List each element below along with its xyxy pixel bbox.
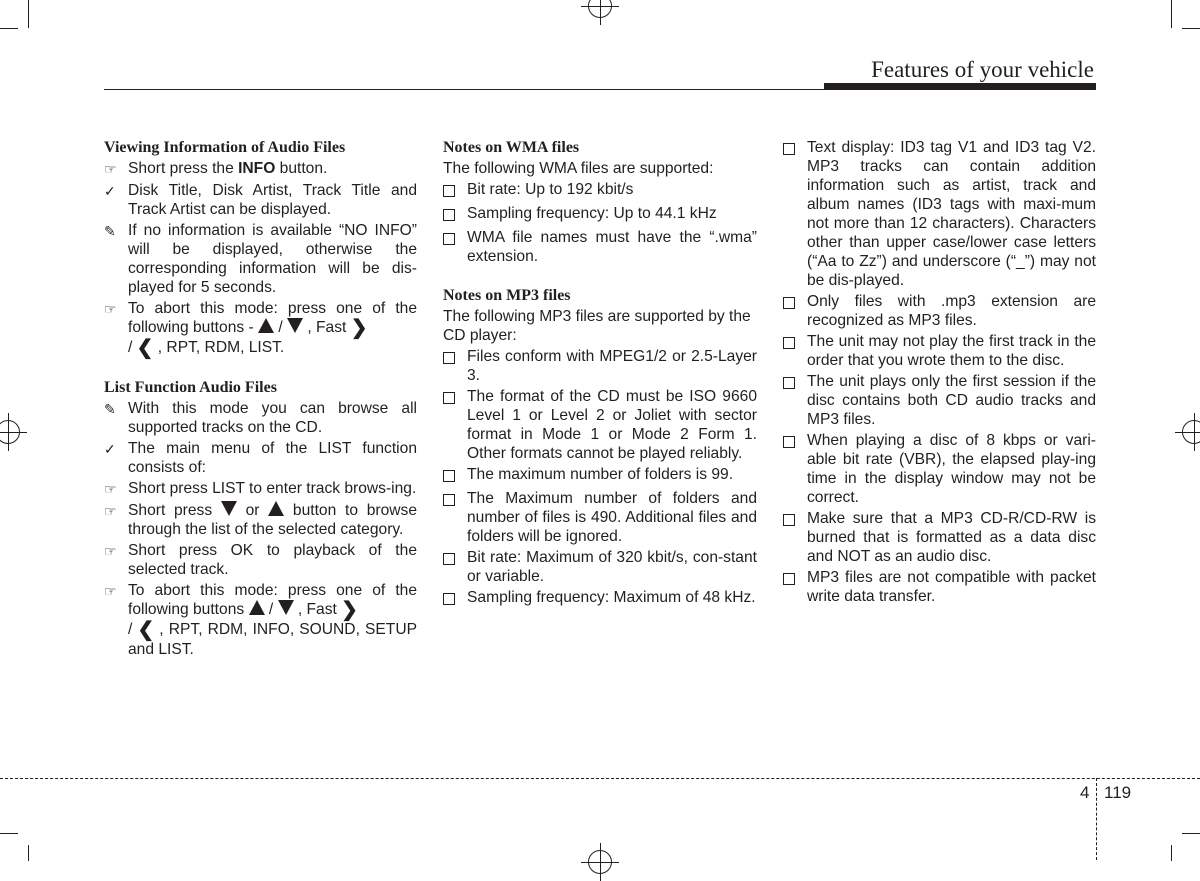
- item-text: Text display: ID3 tag V1 and ID3 tag V2. MP3 tracks can contain addition information such as artist, track and album names (ID3 tags with maxi-mum not more than 12 characters). Characters other than upper case/lower case letters (“Aa to Zz”) and underscore (“_”) may not be dis-played.: [807, 139, 1096, 289]
- item-text: , RPT, RDM, INFO, SOUND, SETUP and LIST.: [128, 621, 417, 658]
- item-text: , RPT, RDM, LIST.: [153, 339, 285, 356]
- crop-mark: [0, 28, 18, 29]
- crop-mark: [28, 845, 29, 861]
- pencil-note-icon: ✎: [104, 223, 116, 239]
- checkbox-bullet-icon: [783, 337, 795, 349]
- item-text: or: [236, 502, 269, 519]
- checkbox-bullet-icon: [783, 514, 795, 526]
- checkbox-bullet-icon: [783, 436, 795, 448]
- list-item: [443, 465, 757, 487]
- list-item: [443, 180, 757, 202]
- crop-mark: [28, 0, 29, 28]
- up-triangle-icon: [258, 318, 274, 333]
- item-text: /: [264, 601, 278, 618]
- list-item: [443, 588, 757, 610]
- crop-mark: [1171, 0, 1172, 28]
- item-text: MP3 files are not compatible with packet write data transfer.: [807, 569, 1096, 605]
- item-text: , Fast: [303, 319, 351, 336]
- list-item: [104, 501, 417, 539]
- pointing-hand-icon: ☞: [104, 543, 117, 559]
- list-item: [104, 439, 417, 477]
- checkbox-bullet-icon: [443, 209, 455, 221]
- chevron-left-icon: ❮: [136, 337, 154, 359]
- registration-mark-icon: [1182, 420, 1200, 444]
- column-1: [104, 138, 417, 661]
- column-2: [443, 138, 757, 612]
- item-text: Make sure that a MP3 CD-R/CD-RW is burned that is formatted as a data disc and NOT as an audio disc.: [807, 510, 1096, 565]
- column-3: [783, 138, 1096, 608]
- checkbox-bullet-icon: [443, 185, 455, 197]
- item-text: Files conform with MPEG1/2 or 2.5-Layer 3.: [467, 348, 757, 384]
- chevron-right-icon: ❯: [350, 317, 368, 339]
- list-item: [104, 299, 417, 358]
- item-text: Short press: [128, 502, 221, 519]
- down-triangle-icon: [278, 600, 294, 615]
- pointing-hand-icon: ☞: [104, 161, 117, 177]
- pointing-hand-icon: ☞: [104, 481, 117, 497]
- section-heading-list-function: List Function Audio Files: [104, 379, 277, 396]
- item-text: The Maximum number of folders and number of files is 490. Additional files and folders will be ignored.: [467, 490, 757, 545]
- up-triangle-icon: [268, 501, 284, 516]
- down-triangle-icon: [221, 501, 237, 516]
- list-item: [104, 581, 417, 659]
- item-text: WMA file names must have the “.wma” extension.: [467, 229, 757, 265]
- item-text: Only files with .mp3 extension are recognized as MP3 files.: [807, 293, 1096, 329]
- pointing-hand-icon: ☞: [104, 583, 117, 599]
- item-text: To abort this mode: press one of the following buttons: [128, 582, 417, 618]
- list-item: [443, 228, 757, 266]
- check-icon: ✓: [104, 441, 116, 457]
- pencil-note-icon: ✎: [104, 401, 116, 417]
- item-text: The format of the CD must be ISO 9660 Level 1 or Level 2 or Joliet with sector format in Mode 1 or Mode 2 Form 1. Other formats cannot be played reliably.: [467, 388, 757, 462]
- item-text: The unit may not play the first track in the order that you wrote them to the disc.: [807, 333, 1096, 369]
- registration-mark-icon: [588, 0, 612, 18]
- chevron-left-icon: ❮: [137, 619, 155, 641]
- list-item: [104, 159, 417, 179]
- checkbox-bullet-icon: [443, 352, 455, 364]
- item-text: To abort this mode: press one of the following buttons -: [128, 300, 417, 336]
- item-text: Sampling frequency: Maximum of 48 kHz.: [467, 589, 756, 606]
- list-item: [104, 221, 417, 297]
- checkbox-bullet-icon: [443, 494, 455, 506]
- info-button-label: INFO: [238, 160, 276, 177]
- down-triangle-icon: [287, 318, 303, 333]
- list-item: [104, 541, 417, 579]
- checkbox-bullet-icon: [443, 553, 455, 565]
- checkbox-bullet-icon: [783, 573, 795, 585]
- checkbox-bullet-icon: [783, 143, 795, 155]
- checkbox-bullet-icon: [783, 377, 795, 389]
- list-item: [443, 387, 757, 463]
- item-text: button.: [275, 160, 328, 177]
- list-item: [104, 399, 417, 437]
- list-item: [443, 489, 757, 546]
- item-text: Bit rate: Maximum of 320 kbit/s, con-stant or variable.: [467, 549, 757, 585]
- section-intro: The following MP3 files are supported by the CD player:: [443, 308, 751, 344]
- chevron-right-icon: ❯: [341, 599, 358, 621]
- section-heading-viewing-info: Viewing Information of Audio Files: [104, 139, 346, 156]
- check-icon: ✓: [104, 183, 116, 199]
- section-intro: The following WMA files are supported:: [443, 160, 714, 177]
- item-text: Short press LIST to enter track brows-ing.: [128, 480, 417, 497]
- crop-mark: [1182, 833, 1200, 834]
- list-item: [783, 292, 1096, 330]
- up-triangle-icon: [249, 600, 265, 615]
- list-item: [443, 548, 757, 586]
- list-item: [104, 181, 417, 219]
- crop-mark: [0, 833, 18, 834]
- item-text: /: [274, 319, 288, 336]
- page-header-title: Features of your vehicle: [871, 57, 1094, 82]
- item-text: /: [128, 621, 138, 638]
- crop-mark: [1182, 28, 1200, 29]
- crop-mark: [1171, 845, 1172, 861]
- list-item: [783, 372, 1096, 429]
- item-text: Sampling frequency: Up to 44.1 kHz: [467, 205, 717, 222]
- pointing-hand-icon: ☞: [104, 301, 117, 317]
- item-text: , Fast: [293, 601, 342, 618]
- item-text: Bit rate: Up to 192 kbit/s: [467, 181, 634, 198]
- list-item: [783, 138, 1096, 290]
- item-text: If no information is available “NO INFO” will be displayed, otherwise the corresponding information will be dis-played for 5 seconds.: [128, 222, 417, 296]
- item-text: Short press OK to playback of the selected track.: [128, 542, 417, 578]
- item-text: The maximum number of folders is 99.: [467, 466, 734, 483]
- checkbox-bullet-icon: [443, 392, 455, 404]
- list-item: [783, 509, 1096, 566]
- page-number: 119: [1104, 783, 1132, 802]
- registration-mark-icon: [0, 420, 20, 444]
- list-item: [783, 568, 1096, 606]
- checkbox-bullet-icon: [443, 470, 455, 482]
- list-item: [443, 347, 757, 385]
- footer-divider: [1096, 778, 1097, 860]
- item-text: The main menu of the LIST function consists of:: [128, 440, 417, 476]
- registration-mark-icon: [588, 850, 612, 874]
- checkbox-bullet-icon: [783, 297, 795, 309]
- pointing-hand-icon: ☞: [104, 503, 117, 519]
- item-text: button to browse through the list of the selected category.: [128, 502, 417, 538]
- section-heading-wma: Notes on WMA files: [443, 139, 580, 156]
- header-accent-bar: [824, 83, 1096, 90]
- item-text: The unit plays only the first session if the disc contains both CD audio tracks and MP3 files.: [807, 373, 1096, 428]
- section-heading-mp3: Notes on MP3 files: [443, 287, 571, 304]
- list-item: [104, 479, 417, 499]
- item-text: /: [128, 339, 137, 356]
- item-text: When playing a disc of 8 kbps or vari-able bit rate (VBR), the elapsed play-ing time in the display window may not be correct.: [807, 432, 1096, 506]
- item-text: Short press the: [128, 160, 239, 177]
- checkbox-bullet-icon: [443, 233, 455, 245]
- item-text: Disk Title, Disk Artist, Track Title and Track Artist can be displayed.: [128, 182, 417, 218]
- checkbox-bullet-icon: [443, 593, 455, 605]
- list-item: [783, 332, 1096, 370]
- footer-dashed-rule: [0, 778, 1200, 779]
- chapter-number: 4: [1080, 783, 1090, 802]
- item-text: With this mode you can browse all supported tracks on the CD.: [128, 400, 417, 436]
- list-item: [443, 204, 757, 226]
- list-item: [783, 431, 1096, 507]
